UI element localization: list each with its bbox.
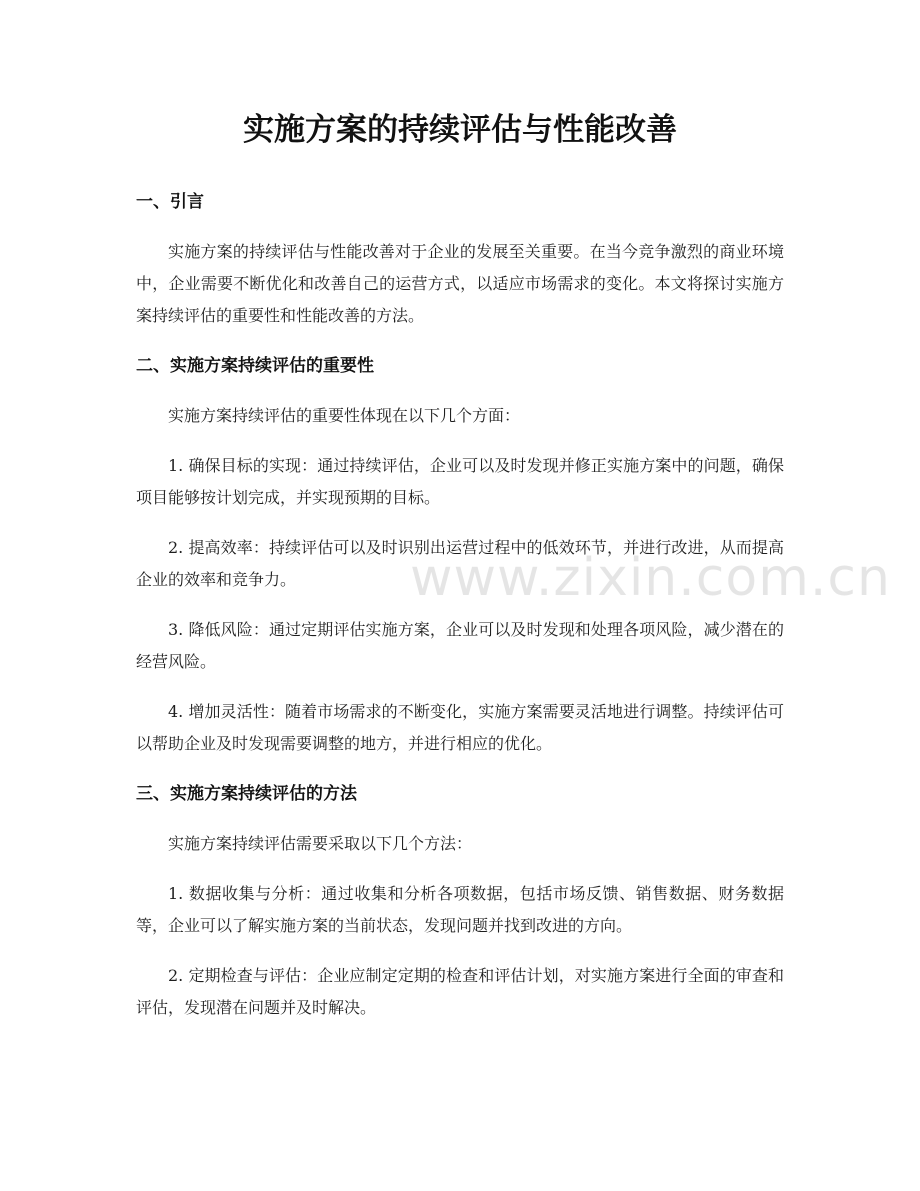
section-introduction: [136, 186, 784, 332]
list-item-paragraph: 1. 确保目标的实现：通过持续评估，企业可以及时发现并修正实施方案中的问题，确保项目能够按计划完成，并实现预期的目标。: [136, 456, 784, 507]
document-body: [136, 186, 784, 1042]
section-methods: [136, 778, 784, 1024]
paragraph: 实施方案持续评估的重要性体现在以下几个方面：: [168, 406, 521, 425]
list-item-paragraph: 3. 降低风险：通过定期评估实施方案，企业可以及时发现和处理各项风险，减少潜在的经营风险。: [136, 620, 784, 671]
section-heading: 二、实施方案持续评估的重要性: [136, 356, 374, 376]
paragraph: 实施方案持续评估需要采取以下几个方法：: [168, 834, 473, 853]
document-title: 实施方案的持续评估与性能改善: [243, 112, 677, 148]
paragraph: 实施方案的持续评估与性能改善对于企业的发展至关重要。在当今竞争激烈的商业环境中，企业需要不断优化和改善自己的运营方式，以适应市场需求的变化。本文将探讨实施方案持续评估的重要性和性能改善的方法。: [136, 242, 784, 325]
section-importance: [136, 350, 784, 760]
list-item-paragraph: 4. 增加灵活性：随着市场需求的不断变化，实施方案需要灵活地进行调整。持续评估可以帮助企业及时发现需要调整的地方，并进行相应的优化。: [136, 702, 784, 753]
list-item-paragraph: 1. 数据收集与分析：通过收集和分析各项数据，包括市场反馈、销售数据、财务数据等，企业可以了解实施方案的当前状态，发现问题并找到改进的方向。: [136, 884, 784, 935]
list-item-paragraph: 2. 提高效率：持续评估可以及时识别出运营过程中的低效环节，并进行改进，从而提高企业的效率和竞争力。: [136, 538, 784, 589]
section-heading: 三、实施方案持续评估的方法: [136, 784, 357, 804]
list-item-paragraph: 2. 定期检查与评估：企业应制定定期的检查和评估计划，对实施方案进行全面的审查和评估，发现潜在问题并及时解决。: [136, 966, 784, 1017]
section-heading: 一、引言: [136, 192, 204, 212]
watermark: www.zixin.com.cn: [410, 548, 891, 608]
